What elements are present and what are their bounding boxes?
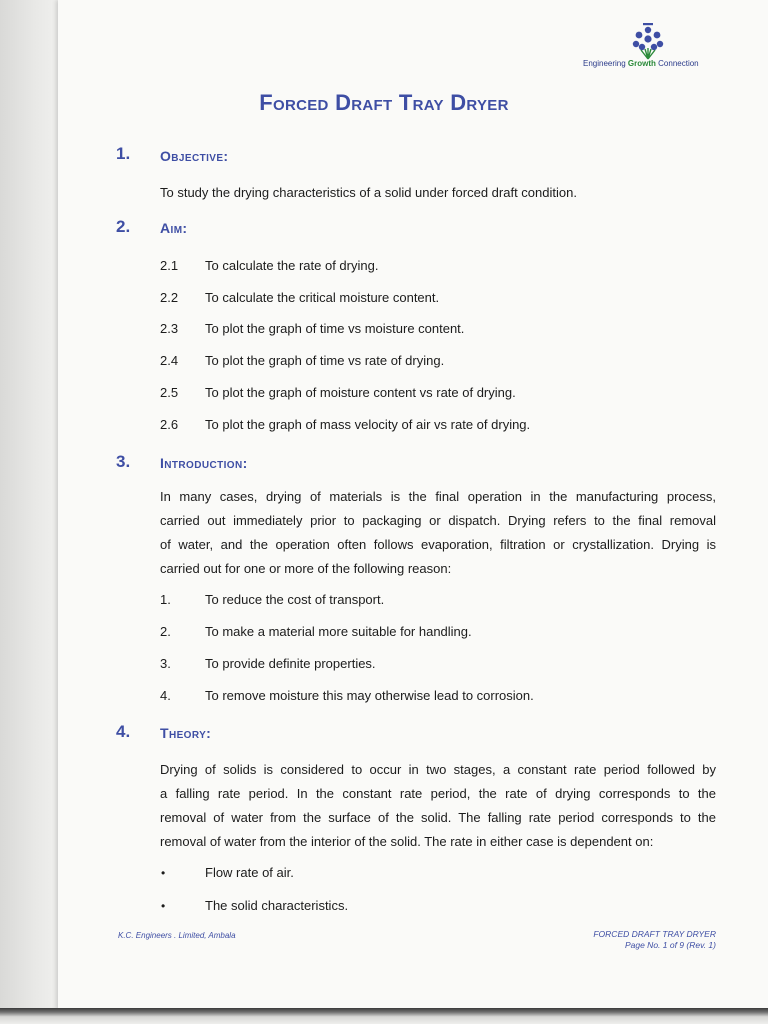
aim-item-number: 2.1 (160, 258, 179, 273)
introduction-paragraph (160, 485, 716, 581)
reason-item-number: 4. (160, 688, 171, 703)
section-4-number: 4. (116, 722, 131, 741)
reason-item-number: 2. (160, 624, 171, 639)
paragraph-line: removal of water from the surface of the solid. The falling rate period corresponds to the (160, 810, 716, 825)
reason-item-text: To reduce the cost of transport. (205, 592, 385, 607)
logo-tagline: Engineering Growth Connection (583, 59, 699, 68)
bullet-item-text: The solid characteristics. (205, 898, 349, 913)
bullet-item-text: Flow rate of air. (205, 865, 294, 880)
aim-item-text: To calculate the critical moisture content. (205, 290, 440, 305)
reason-item-text: To remove moisture this may otherwise lead to corrosion. (205, 688, 534, 703)
paragraph-line: Drying of solids is considered to occur in two stages, a constant rate period followed by (160, 762, 716, 777)
document-title: Forced Draft Tray Dryer (259, 90, 509, 115)
aim-item-text: To plot the graph of moisture content vs rate of drying. (205, 385, 516, 400)
page-bottom-edge (0, 1008, 768, 1024)
reason-item-number: 3. (160, 656, 171, 671)
objective-text: To study the drying characteristics of a solid under forced draft condition. (160, 185, 577, 200)
aim-item-number: 2.4 (160, 353, 179, 368)
bullet-icon: • (161, 899, 166, 913)
aim-item-text: To calculate the rate of drying. (205, 258, 379, 273)
section-3-title: Introduction: (160, 455, 248, 471)
section-2-number: 2. (116, 217, 131, 236)
section-3-number: 3. (116, 452, 131, 471)
section-2-title: Aim: (160, 220, 188, 236)
aim-item-number: 2.5 (160, 385, 179, 400)
company-logo-icon (628, 22, 668, 60)
footer-page-info (593, 929, 716, 951)
reason-item-text: To make a material more suitable for handling. (205, 624, 472, 639)
reason-item-number: 1. (160, 592, 171, 607)
page-shadow (0, 0, 62, 1024)
paragraph-line: a falling rate period. In the constant rate period, the rate of drying corresponds to the (160, 786, 716, 801)
aim-item-number: 2.6 (160, 417, 179, 432)
paragraph-line: In many cases, drying of materials is the final operation in the manufacturing process, (160, 489, 716, 504)
aim-item-number: 2.2 (160, 290, 179, 305)
footer-page-number: Page No. 1 of 9 (Rev. 1) (624, 940, 716, 950)
aim-item-number: 2.3 (160, 321, 179, 336)
paragraph-line: removal of water from the interior of the solid. The rate in either case is dependent on: (160, 834, 654, 849)
paragraph-line: of water, and the operation often follows evaporation, filtration or crystallization. Drying is (160, 537, 716, 552)
paragraph-line: carried out for one or more of the following reason: (160, 561, 452, 576)
paragraph-line: carried out immediately prior to packaging or dispatch. Drying refers to the final removal (160, 513, 716, 528)
aim-item-text: To plot the graph of mass velocity of air vs rate of drying. (205, 417, 531, 432)
bullet-icon: • (161, 866, 166, 880)
theory-paragraph (160, 758, 716, 854)
aim-item-text: To plot the graph of time vs rate of drying. (205, 353, 445, 368)
aim-item-text: To plot the graph of time vs moisture content. (205, 321, 465, 336)
footer-company: K.C. Engineers . Limited, Ambala (118, 931, 236, 940)
section-1-number: 1. (116, 144, 131, 163)
footer-doc-title: FORCED DRAFT TRAY DRYER (593, 929, 716, 939)
section-4-title: Theory: (160, 725, 212, 741)
section-1-title: Objective: (160, 148, 229, 164)
reason-item-text: To provide definite properties. (205, 656, 376, 671)
